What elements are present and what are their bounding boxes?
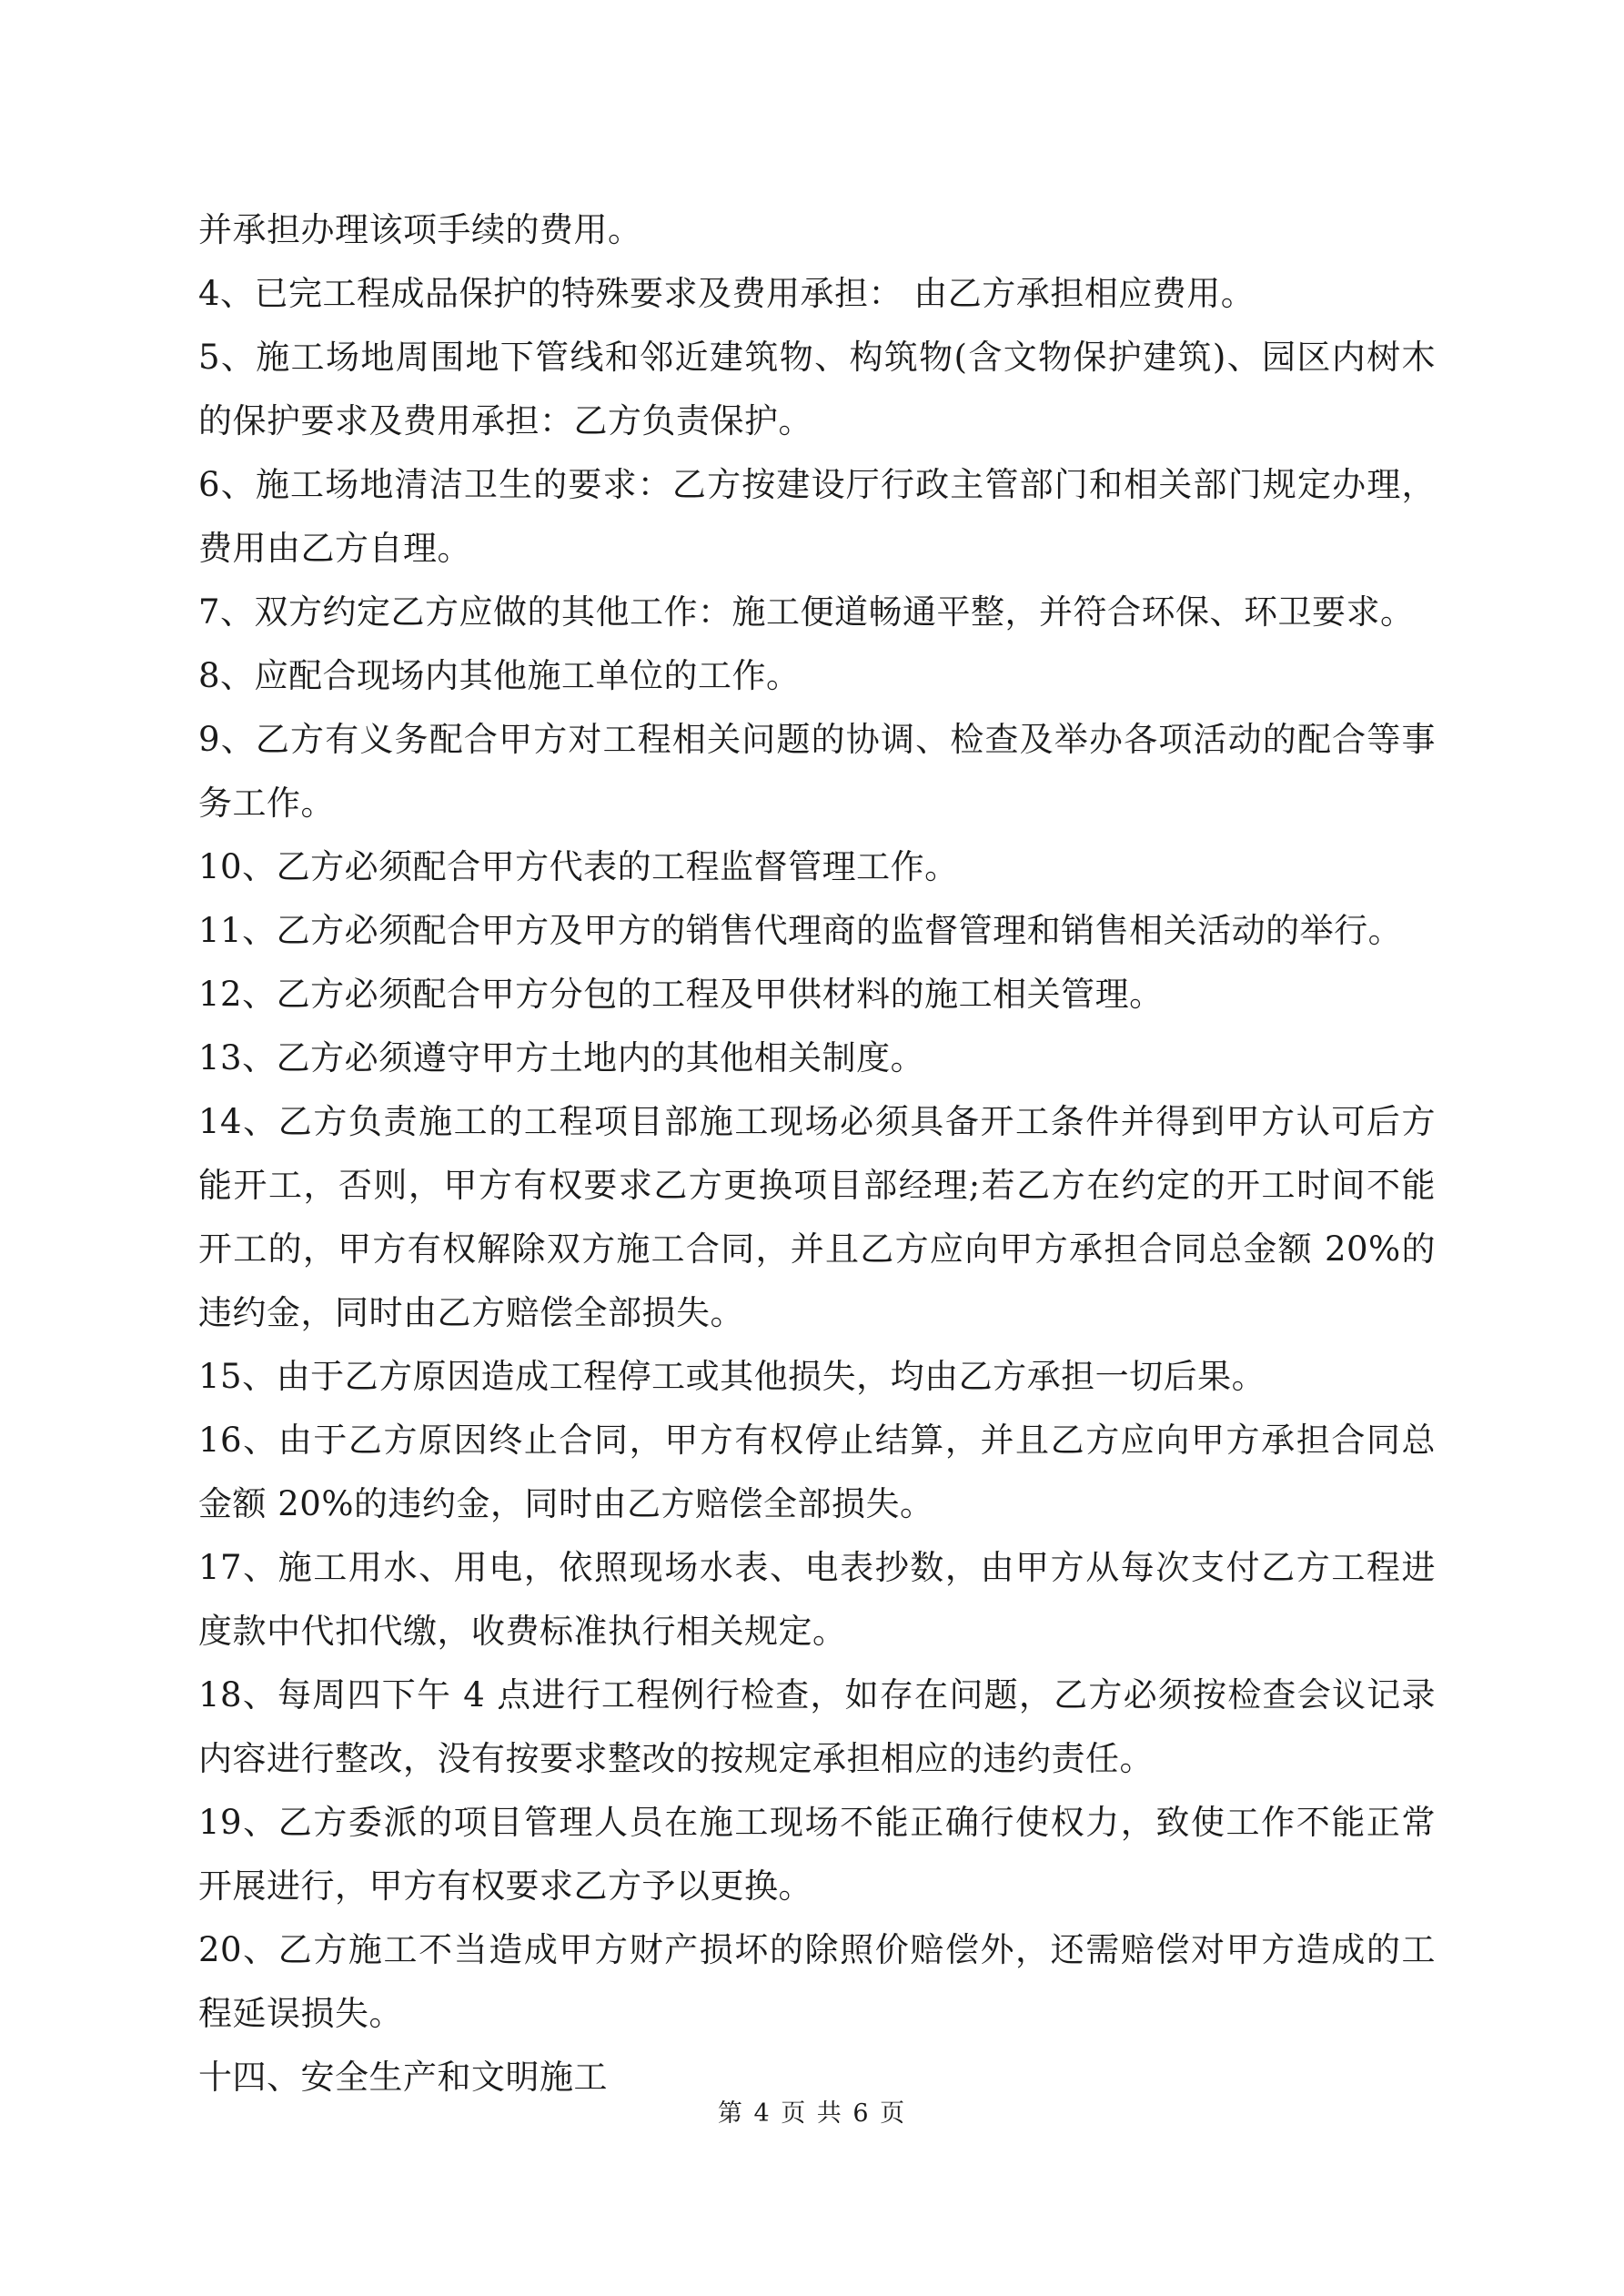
paragraph: 13、乙方必须遵守甲方土地内的其他相关制度。 [198,1038,925,1077]
page-number-label: 第 4 页 共 6 页 [717,2099,907,2128]
paragraph: 10、乙方必须配合甲方代表的工程监督管理工作。 [198,847,959,886]
paragraph: 12、乙方必须配合甲方分包的工程及甲供材料的施工相关管理。 [198,975,1164,1014]
paragraph: 15、由于乙方原因造成工程停工或其他损失，均由乙方承担一切后果。 [198,1357,1266,1396]
paragraph: 9、乙方有义务配合甲方对工程相关问题的协调、检查及举办各项活动的配合等事务工作。 [198,720,1436,823]
paragraph: 19、乙方委派的项目管理人员在施工现场不能正确行使权力，致使工作不能正常开展进行，甲方有权要求乙方予以更换。 [198,1803,1436,1906]
document-body [198,198,1436,2109]
paragraph: 5、施工场地周围地下管线和邻近建筑物、构筑物(含文物保护建筑)、园区内树木的保护要求及费用承担：乙方负责保护。 [198,338,1436,440]
page-footer [0,2098,1624,2130]
section-heading: 十四、安全生产和文明施工 [198,2058,608,2097]
paragraph: 7、双方约定乙方应做的其他工作：施工便道畅通平整，并符合环保、环卫要求。 [198,592,1415,632]
paragraph: 11、乙方必须配合甲方及甲方的销售代理商的监督管理和销售相关活动的举行。 [198,911,1403,950]
paragraph: 6、施工场地清洁卫生的要求：乙方按建设厅行政主管部门和相关部门规定办理，费用由乙方自理。 [198,465,1436,568]
paragraph: 并承担办理该项手续的费用。 [198,210,642,249]
paragraph: 4、已完工程成品保护的特殊要求及费用承担： 由乙方承担相应费用。 [198,274,1256,313]
paragraph: 17、施工用水、用电，依照现场水表、电表抄数，由甲方从每次支付乙方工程进度款中代扣代缴，收费标准执行相关规定。 [198,1548,1436,1651]
paragraph: 18、每周四下午 4 点进行工程例行检查，如存在问题，乙方必须按检查会议记录内容进行整改，没有按要求整改的按规定承担相应的违约责任。 [198,1675,1436,1778]
paragraph: 16、由于乙方原因终止合同，甲方有权停止结算，并且乙方应向甲方承担合同总金额 20%的违约金，同时由乙方赔偿全部损失。 [198,1421,1436,1523]
paragraph: 20、乙方施工不当造成甲方财产损坏的除照价赔偿外，还需赔偿对甲方造成的工程延误损失。 [198,1930,1436,2033]
paragraph: 14、乙方负责施工的工程项目部施工现场必须具备开工条件并得到甲方认可后方能开工，否则，甲方有权要求乙方更换项目部经理;若乙方在约定的开工时间不能开工的，甲方有权解除双方施工合同，并且乙方应向甲方承担合同总金额 20%的违约金，同时由乙方赔偿全部损失。 [198,1102,1436,1332]
paragraph: 8、应配合现场内其他施工单位的工作。 [198,656,801,695]
